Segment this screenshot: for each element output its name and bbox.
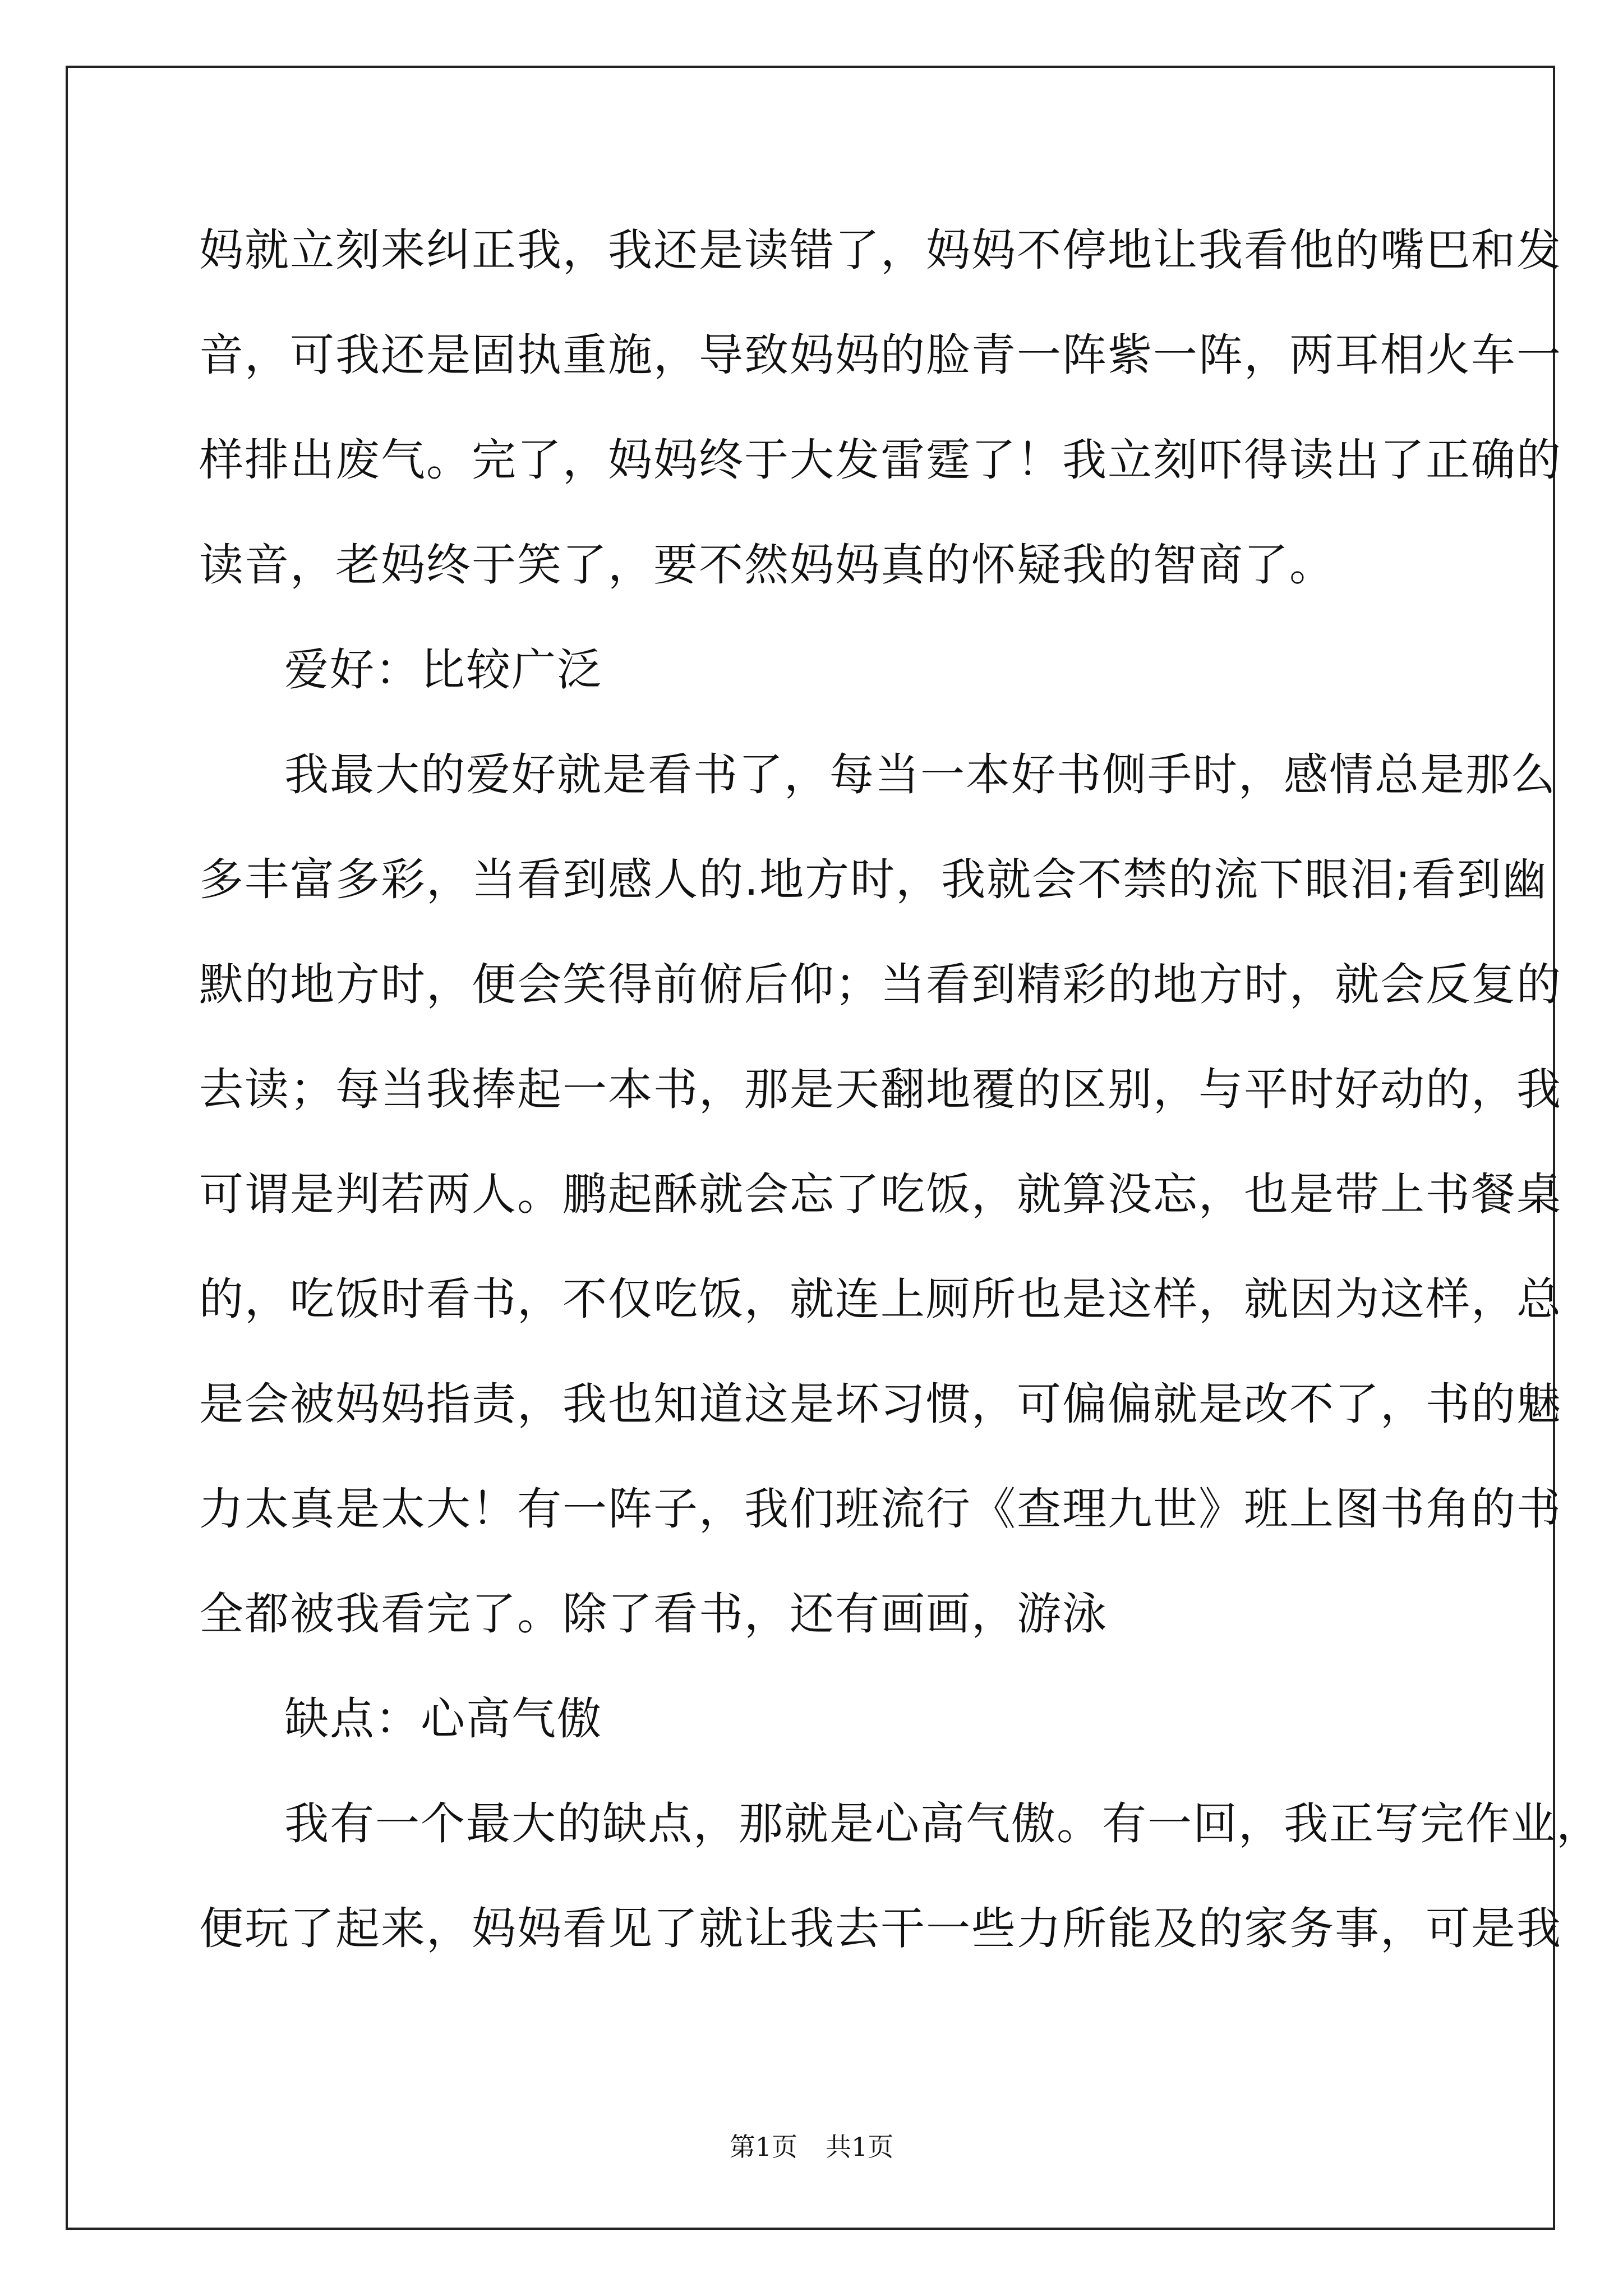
paragraph-start: 我最大的爱好就是看书了，每当一本好书侧手时，感情总是那么 [284,749,1556,800]
text-line: 力太真是太大！有一阵子，我们班流行《查理九世》班上图书角的书 [199,1483,1562,1535]
section-heading-shortcoming: 缺点：心高气傲 [284,1693,602,1745]
document-body [199,211,1602,1994]
page-footer [0,2130,1623,2164]
text-line: 音，可我还是固执重施，导致妈妈的脸青一阵紫一阵，两耳相火车一 [199,329,1562,381]
text-line: 是会被妈妈指责，我也知道这是坏习惯，可偏偏就是改不了，书的魅 [199,1378,1562,1430]
text-line: 默的地方时，便会笑得前俯后仰；当看到精彩的地方时，就会反复的 [199,959,1562,1010]
text-line: 便玩了起来，妈妈看见了就让我去干一些力所能及的家务事，可是我 [199,1903,1562,1954]
text-line: 妈就立刻来纠正我，我还是读错了，妈妈不停地让我看他的嘴巴和发 [199,224,1562,276]
text-line: 的，吃饭时看书，不仅吃饭，就连上厕所也是这样，就因为这样，总 [199,1273,1562,1325]
page-total: 共1页 [826,2132,894,2162]
paragraph-start: 我有一个最大的缺点，那就是心高气傲。有一回，我正写完作业， [284,1798,1602,1849]
text-line: 样排出废气。完了，妈妈终于大发雷霆了！我立刻吓得读出了正确的 [199,434,1562,486]
text-line: 读音，老妈终于笑了，要不然妈妈真的怀疑我的智商了。 [199,539,1335,591]
text-line: 去读；每当我捧起一本书，那是天翻地覆的区别，与平时好动的，我 [199,1064,1562,1115]
text-line: 全都被我看完了。除了看书，还有画画，游泳 [199,1588,1108,1640]
text-line: 可谓是判若两人。鹏起酥就会忘了吃饭，就算没忘，也是带上书餐桌 [199,1168,1562,1220]
section-heading-hobby: 爱好：比较广泛 [284,644,602,696]
page-number: 第1页 [729,2132,797,2162]
text-line: 多丰富多彩，当看到感人的.地方时，我就会不禁的流下眼泪;看到幽 [199,854,1548,905]
